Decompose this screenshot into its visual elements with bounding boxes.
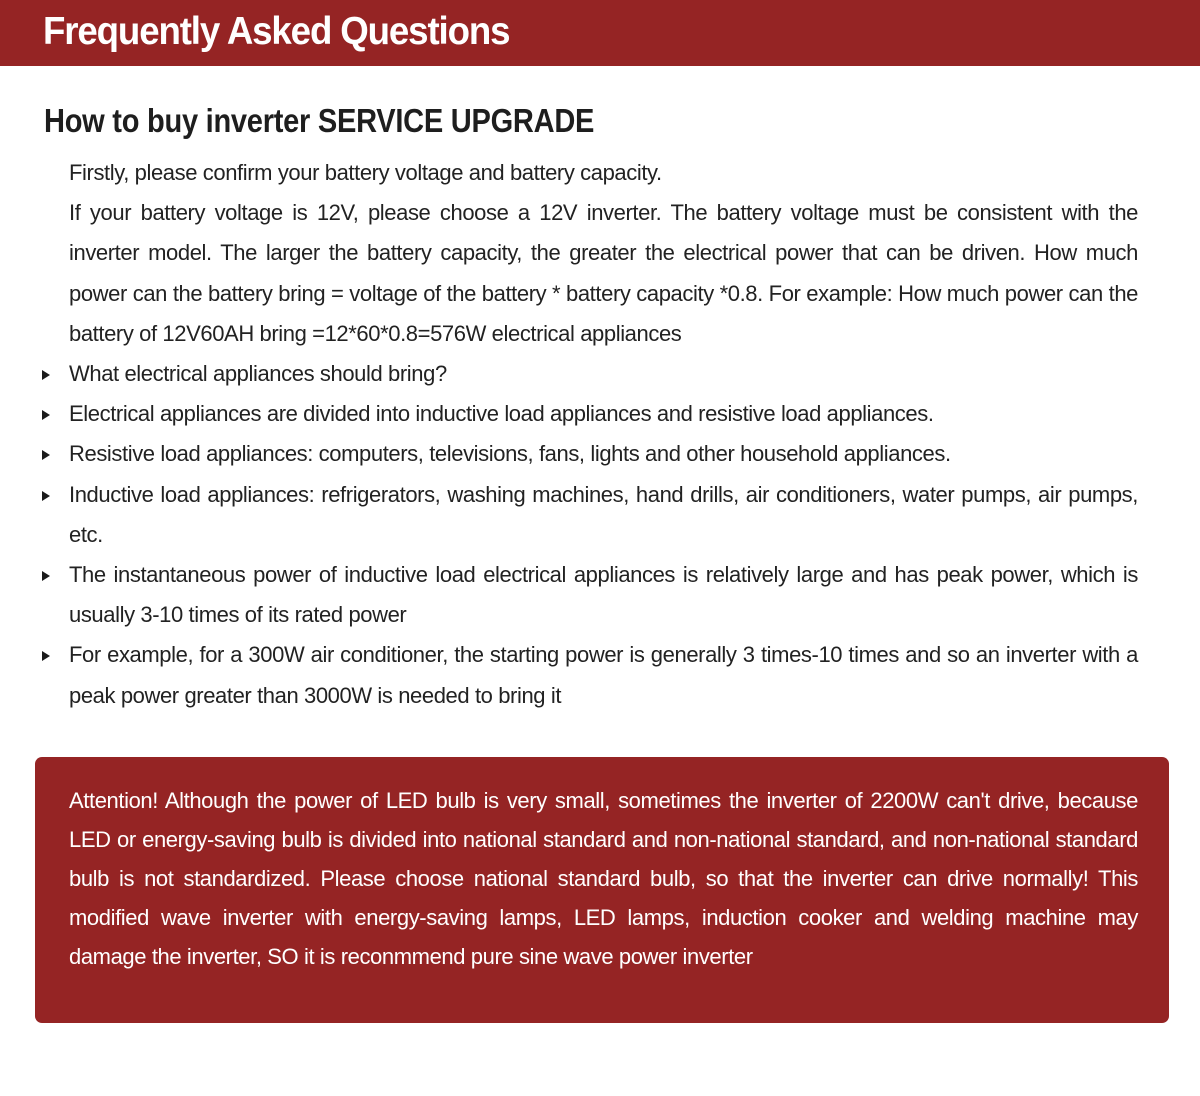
triangle-bullet-icon <box>42 370 50 380</box>
list-item <box>69 555 1138 635</box>
list-item <box>69 434 1138 474</box>
list-item <box>69 475 1138 555</box>
faq-header-bar <box>0 0 1200 66</box>
list-item <box>69 394 1138 434</box>
section-title: How to buy inverter SERVICE UPGRADE <box>44 102 595 139</box>
page-title: Frequently Asked Questions <box>43 10 510 53</box>
battery-paragraph: If your battery voltage is 12V, please choose a 12V inverter. The battery voltage must be consistent with the inverter model. The larger the battery capacity, the greater the electrical power that can be driven. How much power can the battery bring = voltage of the battery * battery capacity *0.8. For example: How much power can the battery of 12V60AH bring =12*60*0.8=576W electrical appliances <box>69 200 1138 346</box>
triangle-bullet-icon <box>42 450 50 460</box>
list-item-text: What electrical appliances should bring? <box>69 361 447 387</box>
attention-notice-text: Attention! Although the power of LED bulb is very small, sometimes the inverter of 2200W can't drive, because LED or energy-saving bulb is divided into national standard and non-national standard, and non-national standard bulb is not standardized. Please choose national standard bulb, so that the inverter can drive normally! This modified wave inverter with energy-saving lamps, LED lamps, induction cooker and welding machine may damage the inverter, SO it is reconmmend pure sine wave power inverter <box>69 788 1138 969</box>
triangle-bullet-icon <box>42 491 50 501</box>
appliance-bullet-list <box>69 354 1138 716</box>
list-item <box>69 635 1138 715</box>
list-item-text: Resistive load appliances: computers, televisions, fans, lights and other household appliances. <box>69 441 951 467</box>
triangle-bullet-icon <box>42 571 50 581</box>
faq-content <box>69 153 1138 716</box>
intro-paragraph: Firstly, please confirm your battery voltage and battery capacity. <box>69 160 662 185</box>
triangle-bullet-icon <box>42 651 50 661</box>
list-item-text: Electrical appliances are divided into inductive load appliances and resistive load appliances. <box>69 401 934 427</box>
list-item-text: For example, for a 300W air conditioner, the starting power is generally 3 times-10 times and so an inverter with a peak power greater than 3000W is needed to bring it <box>69 642 1138 708</box>
triangle-bullet-icon <box>42 410 50 420</box>
attention-notice-box <box>35 757 1169 1023</box>
list-item-text: Inductive load appliances: refrigerators, washing machines, hand drills, air conditioners, water pumps, air pumps, etc. <box>69 481 1138 547</box>
list-item-text: The instantaneous power of inductive load electrical appliances is relatively large and has peak power, which is usually 3-10 times of its rated power <box>69 562 1138 628</box>
list-item <box>69 354 1138 394</box>
